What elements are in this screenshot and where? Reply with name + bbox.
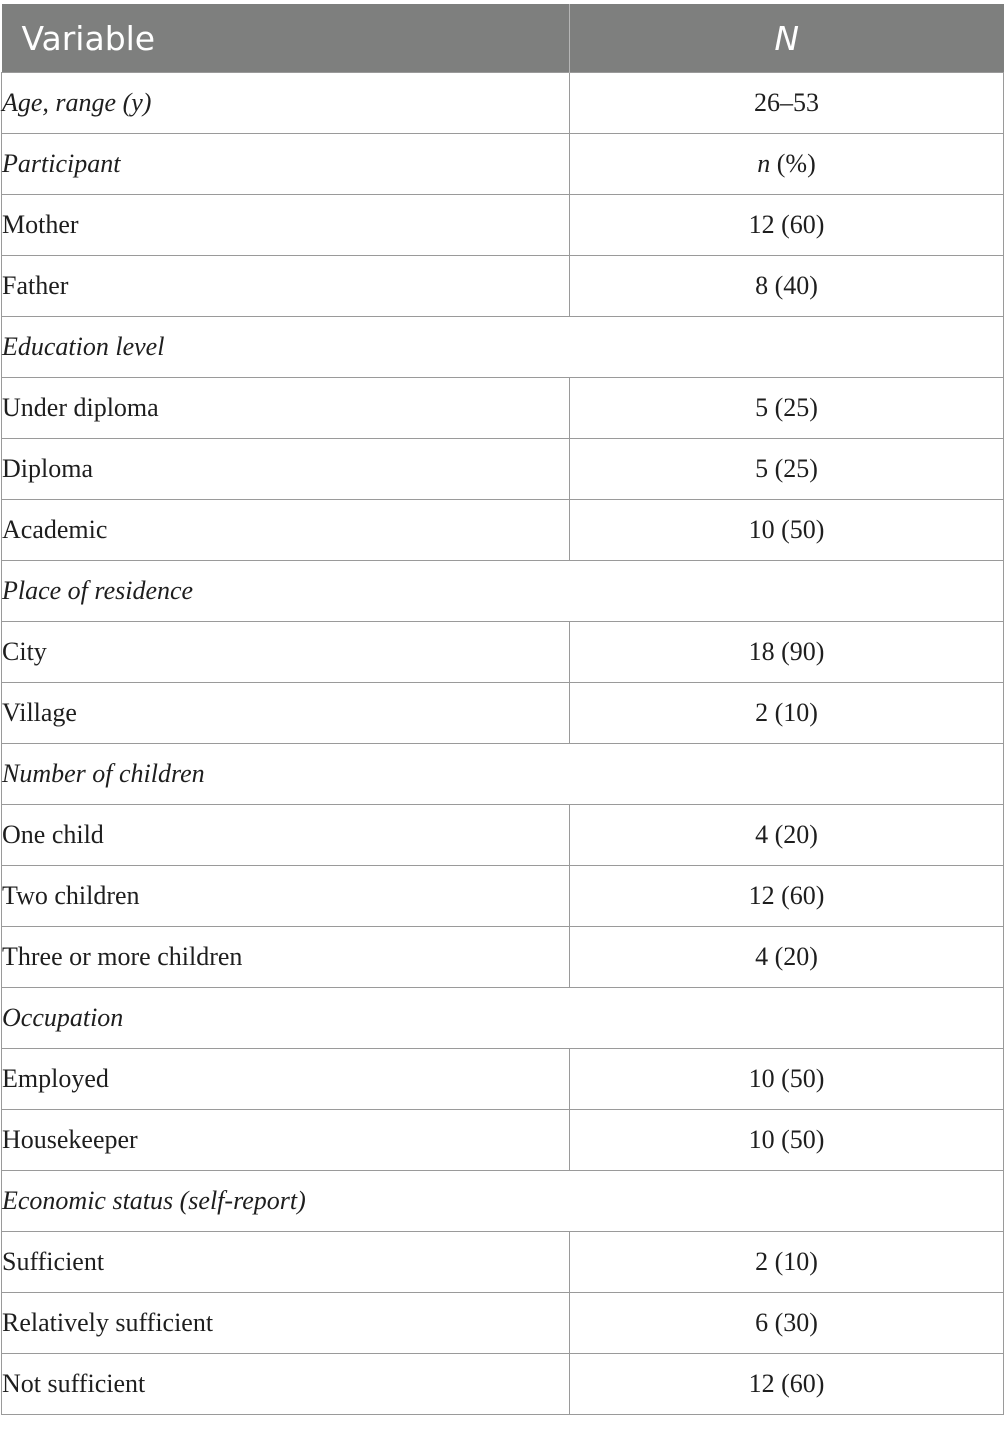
table-row [2,73,1004,134]
row-label: Two children [2,866,570,927]
row-label: Relatively sufficient [2,1293,570,1354]
header-n: N [570,4,1004,73]
row-label: Three or more children [2,927,570,988]
row-value [570,134,1004,195]
row-value: 10 (50) [570,500,1004,561]
section-label: Place of residence [2,561,1004,622]
row-value: 12 (60) [570,1354,1004,1415]
table-row [2,622,1004,683]
table-row [2,805,1004,866]
table-row [2,500,1004,561]
row-value: 8 (40) [570,256,1004,317]
value-rest: (%) [770,149,816,178]
row-label: Village [2,683,570,744]
row-value: 10 (50) [570,1049,1004,1110]
row-value: 10 (50) [570,1110,1004,1171]
value-italic: n [757,149,771,178]
row-value: 5 (25) [570,439,1004,500]
table-row [2,1354,1004,1415]
section-label: Education level [2,317,1004,378]
row-value: 26–53 [570,73,1004,134]
row-label: Participant [2,134,570,195]
row-value: 5 (25) [570,378,1004,439]
row-value: 4 (20) [570,927,1004,988]
table-row [2,256,1004,317]
row-label: Not sufficient [2,1354,570,1415]
header-variable: Variable [2,4,570,73]
row-value: 6 (30) [570,1293,1004,1354]
section-label: Occupation [2,988,1004,1049]
table-row [2,866,1004,927]
section-label: Number of children [2,744,1004,805]
table-row [2,378,1004,439]
row-label: Academic [2,500,570,561]
table-row [2,1293,1004,1354]
row-label: Employed [2,1049,570,1110]
table-row [2,439,1004,500]
row-label: Under diploma [2,378,570,439]
table-row [2,134,1004,195]
row-value: 12 (60) [570,195,1004,256]
section-row [2,744,1004,805]
table-row [2,927,1004,988]
row-label: Housekeeper [2,1110,570,1171]
section-row [2,561,1004,622]
row-label: Father [2,256,570,317]
row-label: Sufficient [2,1232,570,1293]
row-label: Age, range (y) [2,73,570,134]
header-row [2,4,1004,73]
demographics-table [1,4,1004,1415]
row-label: Diploma [2,439,570,500]
table-row [2,1049,1004,1110]
row-value: 2 (10) [570,683,1004,744]
section-label: Economic status (self-report) [2,1171,1004,1232]
table-row [2,683,1004,744]
table-row [2,1232,1004,1293]
table-row [2,1110,1004,1171]
row-label: One child [2,805,570,866]
row-label: City [2,622,570,683]
table-row [2,195,1004,256]
section-row [2,317,1004,378]
row-value: 18 (90) [570,622,1004,683]
row-value: 2 (10) [570,1232,1004,1293]
section-row [2,1171,1004,1232]
row-value: 4 (20) [570,805,1004,866]
row-value: 12 (60) [570,866,1004,927]
section-row [2,988,1004,1049]
row-label: Mother [2,195,570,256]
